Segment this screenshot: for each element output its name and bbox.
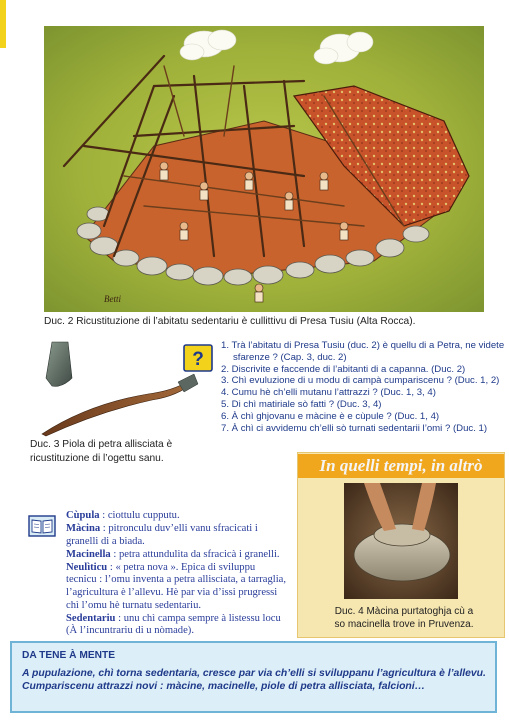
question-mark-icon (183, 344, 213, 372)
key-points-text (22, 667, 492, 693)
key-point-line: Cumpariscenu attrazzi novi : màcine, macinelle, piole di petra allisciata, falcioni… (22, 681, 426, 693)
glossary (66, 510, 288, 638)
question-item: 5. Di chì matiriale sò fatti ? (Duc. 3, 4) (221, 398, 382, 410)
question-item: 7. À chì ci avvidemu ch’elli sò turnati sedentarii l’omi ? (Duc. 1) (221, 422, 488, 434)
page-edge-marker (0, 0, 6, 48)
glossary-definition: : unu chì campa sempre à listessu locu (À l’incuntrariu di u nòmade). (66, 612, 281, 637)
question-item: 2. Discrivite e faccende di l’abitanti di a capanna. (Duc. 2) (221, 363, 466, 375)
glossary-term: Sedentariu (66, 612, 116, 624)
question-item: 1. Trà l’abitatu di Presa Tusiu (duc. 2) è quellu di a Petra, ne videte sfarenze ? (Cap. 3, duc. 2) (221, 340, 505, 363)
elsewhere-caption (306, 606, 502, 632)
book-icon (28, 515, 56, 537)
question-list (221, 340, 505, 434)
glossary-definition: : petra attundulita da sfracicà i granelli. (110, 548, 280, 560)
glossary-entry (66, 549, 288, 562)
polished-stone-axe-image (28, 338, 200, 438)
glossary-definition: : « petra nova ». Epica di sviluppu tecnicu : l’omu inventa a petra allisciata, a tarraglia, l’agricultura è l’allevu. Hè par via d’issi prugressi chì l’omu hè turnatu sedentariu. (66, 561, 287, 611)
tools-caption-line2: ricustituzione di l’ogettu sanu. (30, 452, 164, 464)
tools-caption (30, 438, 210, 465)
question-item: 4. Cumu hè ch’elli mutanu l’attrazzi ? (Duc. 1, 3, 4) (221, 387, 436, 399)
key-point-line: A pupulazione, chì torna sedentaria, cresce par via ch’elli si sviluppanu l’agricultura è l’allevu. (22, 668, 486, 679)
elsewhere-title: In quelli tempi, in altrò (298, 454, 504, 478)
glossary-entry (66, 510, 288, 523)
elsewhere-caption-line1: Duc. 4 Màcina purtatoghja cù a (334, 606, 474, 617)
tools-caption-line1: Duc. 3 Piola di petra allisciata è (30, 439, 173, 450)
glossary-term: Màcina (66, 523, 101, 535)
elsewhere-caption-line2: so macinella trove in Pruvenza. (334, 618, 474, 630)
village-illustration (44, 26, 484, 312)
glossary-term: Neulìticu (66, 561, 108, 573)
illustration-signature: Betti (104, 294, 121, 304)
glossary-definition: : ciottulu cupputu. (99, 510, 180, 521)
illustration-caption: Duc. 2 Ricustituzione di l’abitatu sedentariu è cullittivu di Presa Tusiu (Alta Rocca). (44, 316, 416, 327)
key-points-box (10, 641, 497, 713)
glossary-entry (66, 523, 288, 548)
glossary-entry (66, 562, 288, 612)
glossary-term: Cùpula (66, 510, 100, 521)
key-points-title: DA TENE À MENTE (22, 650, 116, 661)
glossary-definition: : pitronculu duv’elli vanu sfracicati i granelli di a biada. (66, 523, 258, 547)
question-symbol: ? (192, 349, 204, 370)
glossary-entry (66, 613, 288, 638)
glossary-term: Macinella (66, 548, 111, 560)
question-item: 6. À chì ghjovanu e màcine è e cùpule ? (Duc. 1, 4) (221, 410, 440, 422)
grinding-stone-photo (344, 483, 458, 599)
question-item: 3. Chì evuluzione di u modu di campà cumpariscenu ? (Duc. 1, 2) (221, 375, 500, 387)
elsewhere-box (297, 452, 505, 638)
